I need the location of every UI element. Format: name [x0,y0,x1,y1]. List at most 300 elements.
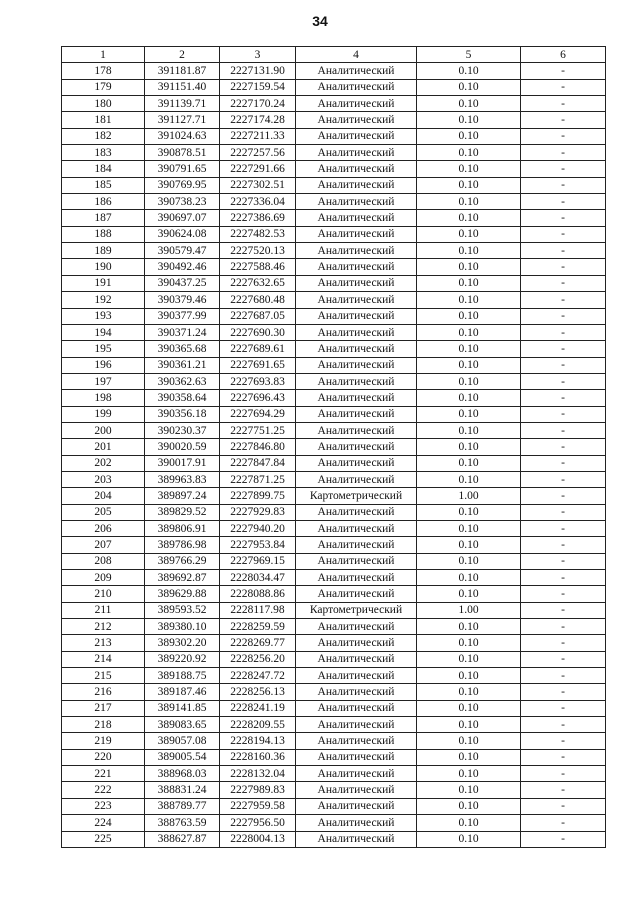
note-cell: - [521,520,606,536]
column-header: 5 [417,47,521,63]
method-cell: Аналитический [296,145,417,161]
x-coordinate-cell: 389188.75 [145,668,220,684]
table-row [62,226,606,242]
x-coordinate-cell: 390379.46 [145,292,220,308]
accuracy-cell: 0.10 [417,471,521,487]
table-row [62,570,606,586]
y-coordinate-cell: 2227257.56 [220,145,296,161]
x-coordinate-cell: 390017.91 [145,455,220,471]
accuracy-cell: 0.10 [417,145,521,161]
method-cell: Аналитический [296,292,417,308]
note-cell: - [521,79,606,95]
table-row [62,700,606,716]
method-cell: Аналитический [296,112,417,128]
table-row [62,79,606,95]
table-row [62,161,606,177]
note-cell: - [521,749,606,765]
x-coordinate-cell: 390492.46 [145,259,220,275]
y-coordinate-cell: 2227899.75 [220,488,296,504]
x-coordinate-cell: 389057.08 [145,733,220,749]
y-coordinate-cell: 2227482.53 [220,226,296,242]
point-number-cell: 201 [62,439,145,455]
point-number-cell: 194 [62,324,145,340]
point-number-cell: 191 [62,275,145,291]
accuracy-cell: 0.10 [417,749,521,765]
accuracy-cell: 0.10 [417,455,521,471]
x-coordinate-cell: 390624.08 [145,226,220,242]
x-coordinate-cell: 390361.21 [145,357,220,373]
x-coordinate-cell: 391024.63 [145,128,220,144]
point-number-cell: 210 [62,586,145,602]
x-coordinate-cell: 391151.40 [145,79,220,95]
point-number-cell: 200 [62,422,145,438]
point-number-cell: 179 [62,79,145,95]
table-body [62,63,606,848]
point-number-cell: 207 [62,537,145,553]
method-cell: Аналитический [296,128,417,144]
method-cell: Аналитический [296,194,417,210]
table-row [62,651,606,667]
accuracy-cell: 0.10 [417,275,521,291]
y-coordinate-cell: 2227847.84 [220,455,296,471]
column-header: 4 [296,47,417,63]
method-cell: Аналитический [296,537,417,553]
y-coordinate-cell: 2228034.47 [220,570,296,586]
accuracy-cell: 0.10 [417,815,521,831]
point-number-cell: 184 [62,161,145,177]
accuracy-cell: 0.10 [417,439,521,455]
note-cell: - [521,619,606,635]
method-cell: Аналитический [296,259,417,275]
point-number-cell: 193 [62,308,145,324]
accuracy-cell: 0.10 [417,177,521,193]
table-row [62,194,606,210]
table-row [62,749,606,765]
x-coordinate-cell: 390371.24 [145,324,220,340]
table-row [62,292,606,308]
y-coordinate-cell: 2227940.20 [220,520,296,536]
y-coordinate-cell: 2227696.43 [220,390,296,406]
note-cell: - [521,259,606,275]
point-number-cell: 198 [62,390,145,406]
y-coordinate-cell: 2227690.30 [220,324,296,340]
y-coordinate-cell: 2227969.15 [220,553,296,569]
x-coordinate-cell: 388968.03 [145,766,220,782]
accuracy-cell: 0.10 [417,292,521,308]
accuracy-cell: 0.10 [417,537,521,553]
accuracy-cell: 0.10 [417,635,521,651]
x-coordinate-cell: 390769.95 [145,177,220,193]
point-number-cell: 199 [62,406,145,422]
method-cell: Аналитический [296,373,417,389]
method-cell: Аналитический [296,63,417,79]
method-cell: Аналитический [296,357,417,373]
column-header: 2 [145,47,220,63]
accuracy-cell: 0.10 [417,324,521,340]
table-row [62,831,606,847]
table-row [62,520,606,536]
note-cell: - [521,243,606,259]
accuracy-cell: 0.10 [417,390,521,406]
method-cell: Аналитический [296,782,417,798]
point-number-cell: 190 [62,259,145,275]
point-number-cell: 180 [62,96,145,112]
table-row [62,471,606,487]
point-number-cell: 182 [62,128,145,144]
note-cell: - [521,570,606,586]
y-coordinate-cell: 2227131.90 [220,63,296,79]
y-coordinate-cell: 2228247.72 [220,668,296,684]
table-row [62,96,606,112]
x-coordinate-cell: 391181.87 [145,63,220,79]
point-number-cell: 213 [62,635,145,651]
point-number-cell: 215 [62,668,145,684]
x-coordinate-cell: 391127.71 [145,112,220,128]
point-number-cell: 192 [62,292,145,308]
y-coordinate-cell: 2228004.13 [220,831,296,847]
table-row [62,390,606,406]
note-cell: - [521,357,606,373]
method-cell: Аналитический [296,439,417,455]
method-cell: Аналитический [296,586,417,602]
method-cell: Аналитический [296,161,417,177]
y-coordinate-cell: 2227956.50 [220,815,296,831]
point-number-cell: 218 [62,717,145,733]
y-coordinate-cell: 2228088.86 [220,586,296,602]
method-cell: Аналитический [296,226,417,242]
column-header: 3 [220,47,296,63]
column-header: 6 [521,47,606,63]
note-cell: - [521,63,606,79]
y-coordinate-cell: 2227302.51 [220,177,296,193]
note-cell: - [521,177,606,193]
note-cell: - [521,275,606,291]
accuracy-cell: 0.10 [417,308,521,324]
method-cell: Аналитический [296,390,417,406]
point-number-cell: 195 [62,341,145,357]
x-coordinate-cell: 388627.87 [145,831,220,847]
point-number-cell: 209 [62,570,145,586]
method-cell: Аналитический [296,79,417,95]
accuracy-cell: 0.10 [417,128,521,144]
note-cell: - [521,651,606,667]
accuracy-cell: 0.10 [417,619,521,635]
point-number-cell: 196 [62,357,145,373]
x-coordinate-cell: 389380.10 [145,619,220,635]
point-number-cell: 178 [62,63,145,79]
x-coordinate-cell: 391139.71 [145,96,220,112]
x-coordinate-cell: 388763.59 [145,815,220,831]
table-row [62,798,606,814]
accuracy-cell: 0.10 [417,210,521,226]
y-coordinate-cell: 2227929.83 [220,504,296,520]
x-coordinate-cell: 390358.64 [145,390,220,406]
table-row [62,766,606,782]
x-coordinate-cell: 390230.37 [145,422,220,438]
y-coordinate-cell: 2227959.58 [220,798,296,814]
method-cell: Картометрический [296,602,417,618]
point-number-cell: 225 [62,831,145,847]
method-cell: Аналитический [296,275,417,291]
table-row [62,439,606,455]
table-row [62,324,606,340]
point-number-cell: 220 [62,749,145,765]
note-cell: - [521,717,606,733]
accuracy-cell: 0.10 [417,161,521,177]
method-cell: Аналитический [296,471,417,487]
x-coordinate-cell: 389897.24 [145,488,220,504]
y-coordinate-cell: 2227291.66 [220,161,296,177]
y-coordinate-cell: 2228209.55 [220,717,296,733]
accuracy-cell: 0.10 [417,700,521,716]
note-cell: - [521,226,606,242]
note-cell: - [521,471,606,487]
point-number-cell: 223 [62,798,145,814]
method-cell: Аналитический [296,406,417,422]
y-coordinate-cell: 2227680.48 [220,292,296,308]
note-cell: - [521,504,606,520]
method-cell: Аналитический [296,324,417,340]
x-coordinate-cell: 390362.63 [145,373,220,389]
y-coordinate-cell: 2227520.13 [220,243,296,259]
method-cell: Аналитический [296,243,417,259]
y-coordinate-cell: 2227751.25 [220,422,296,438]
accuracy-cell: 0.10 [417,63,521,79]
x-coordinate-cell: 389187.46 [145,684,220,700]
x-coordinate-cell: 388831.24 [145,782,220,798]
x-coordinate-cell: 389083.65 [145,717,220,733]
y-coordinate-cell: 2227588.46 [220,259,296,275]
note-cell: - [521,292,606,308]
accuracy-cell: 0.10 [417,520,521,536]
y-coordinate-cell: 2228259.59 [220,619,296,635]
y-coordinate-cell: 2228269.77 [220,635,296,651]
accuracy-cell: 0.10 [417,717,521,733]
point-number-cell: 216 [62,684,145,700]
x-coordinate-cell: 390365.68 [145,341,220,357]
method-cell: Аналитический [296,635,417,651]
x-coordinate-cell: 390738.23 [145,194,220,210]
accuracy-cell: 0.10 [417,798,521,814]
y-coordinate-cell: 2227632.65 [220,275,296,291]
note-cell: - [521,700,606,716]
note-cell: - [521,96,606,112]
accuracy-cell: 0.10 [417,259,521,275]
x-coordinate-cell: 390579.47 [145,243,220,259]
point-number-cell: 219 [62,733,145,749]
accuracy-cell: 1.00 [417,488,521,504]
note-cell: - [521,668,606,684]
accuracy-cell: 0.10 [417,243,521,259]
x-coordinate-cell: 390697.07 [145,210,220,226]
method-cell: Аналитический [296,733,417,749]
method-cell: Аналитический [296,341,417,357]
accuracy-cell: 0.10 [417,422,521,438]
table-row [62,112,606,128]
table-header-row [62,47,606,63]
x-coordinate-cell: 389629.88 [145,586,220,602]
method-cell: Аналитический [296,619,417,635]
y-coordinate-cell: 2227159.54 [220,79,296,95]
note-cell: - [521,439,606,455]
y-coordinate-cell: 2227871.25 [220,471,296,487]
note-cell: - [521,194,606,210]
y-coordinate-cell: 2227211.33 [220,128,296,144]
accuracy-cell: 0.10 [417,668,521,684]
page-number: 34 [312,13,328,29]
table-row [62,373,606,389]
note-cell: - [521,782,606,798]
note-cell: - [521,586,606,602]
y-coordinate-cell: 2227846.80 [220,439,296,455]
accuracy-cell: 0.10 [417,651,521,667]
method-cell: Аналитический [296,700,417,716]
point-number-cell: 208 [62,553,145,569]
y-coordinate-cell: 2227953.84 [220,537,296,553]
note-cell: - [521,733,606,749]
note-cell: - [521,537,606,553]
note-cell: - [521,145,606,161]
table-row [62,537,606,553]
y-coordinate-cell: 2228256.20 [220,651,296,667]
note-cell: - [521,210,606,226]
accuracy-cell: 0.10 [417,373,521,389]
method-cell: Аналитический [296,668,417,684]
y-coordinate-cell: 2228194.13 [220,733,296,749]
table-row [62,668,606,684]
method-cell: Аналитический [296,504,417,520]
y-coordinate-cell: 2228256.13 [220,684,296,700]
x-coordinate-cell: 389963.83 [145,471,220,487]
table-row [62,717,606,733]
coordinates-table [61,46,606,848]
y-coordinate-cell: 2227693.83 [220,373,296,389]
note-cell: - [521,112,606,128]
column-header: 1 [62,47,145,63]
table-row [62,128,606,144]
note-cell: - [521,341,606,357]
note-cell: - [521,324,606,340]
point-number-cell: 206 [62,520,145,536]
accuracy-cell: 0.10 [417,341,521,357]
note-cell: - [521,161,606,177]
y-coordinate-cell: 2227691.65 [220,357,296,373]
x-coordinate-cell: 389593.52 [145,602,220,618]
note-cell: - [521,422,606,438]
table-row [62,815,606,831]
x-coordinate-cell: 390878.51 [145,145,220,161]
y-coordinate-cell: 2227689.61 [220,341,296,357]
point-number-cell: 203 [62,471,145,487]
y-coordinate-cell: 2227386.69 [220,210,296,226]
note-cell: - [521,831,606,847]
method-cell: Аналитический [296,651,417,667]
note-cell: - [521,128,606,144]
point-number-cell: 222 [62,782,145,798]
table-row [62,455,606,471]
table-row [62,63,606,79]
x-coordinate-cell: 390791.65 [145,161,220,177]
accuracy-cell: 0.10 [417,357,521,373]
method-cell: Аналитический [296,815,417,831]
method-cell: Картометрический [296,488,417,504]
method-cell: Аналитический [296,520,417,536]
y-coordinate-cell: 2227336.04 [220,194,296,210]
accuracy-cell: 0.10 [417,504,521,520]
y-coordinate-cell: 2228241.19 [220,700,296,716]
x-coordinate-cell: 389220.92 [145,651,220,667]
note-cell: - [521,553,606,569]
method-cell: Аналитический [296,798,417,814]
point-number-cell: 189 [62,243,145,259]
accuracy-cell: 0.10 [417,553,521,569]
table-row [62,357,606,373]
method-cell: Аналитический [296,570,417,586]
note-cell: - [521,488,606,504]
x-coordinate-cell: 390437.25 [145,275,220,291]
point-number-cell: 202 [62,455,145,471]
x-coordinate-cell: 389786.98 [145,537,220,553]
table-row [62,586,606,602]
method-cell: Аналитический [296,210,417,226]
table-row [62,504,606,520]
table-row [62,619,606,635]
y-coordinate-cell: 2227687.05 [220,308,296,324]
table-row [62,684,606,700]
method-cell: Аналитический [296,455,417,471]
accuracy-cell: 0.10 [417,586,521,602]
point-number-cell: 214 [62,651,145,667]
point-number-cell: 212 [62,619,145,635]
x-coordinate-cell: 389141.85 [145,700,220,716]
accuracy-cell: 0.10 [417,782,521,798]
table-row [62,177,606,193]
note-cell: - [521,815,606,831]
table-row [62,341,606,357]
point-number-cell: 217 [62,700,145,716]
x-coordinate-cell: 389829.52 [145,504,220,520]
table-row [62,782,606,798]
y-coordinate-cell: 2227170.24 [220,96,296,112]
method-cell: Аналитический [296,422,417,438]
x-coordinate-cell: 388789.77 [145,798,220,814]
table-row [62,145,606,161]
x-coordinate-cell: 389692.87 [145,570,220,586]
point-number-cell: 181 [62,112,145,128]
x-coordinate-cell: 389302.20 [145,635,220,651]
table-row [62,259,606,275]
y-coordinate-cell: 2227174.28 [220,112,296,128]
y-coordinate-cell: 2228117.98 [220,602,296,618]
x-coordinate-cell: 390020.59 [145,439,220,455]
method-cell: Аналитический [296,749,417,765]
method-cell: Аналитический [296,553,417,569]
x-coordinate-cell: 390356.18 [145,406,220,422]
method-cell: Аналитический [296,766,417,782]
x-coordinate-cell: 389806.91 [145,520,220,536]
point-number-cell: 187 [62,210,145,226]
accuracy-cell: 0.10 [417,733,521,749]
method-cell: Аналитический [296,831,417,847]
table-row [62,308,606,324]
table-row [62,243,606,259]
method-cell: Аналитический [296,717,417,733]
note-cell: - [521,406,606,422]
note-cell: - [521,635,606,651]
note-cell: - [521,308,606,324]
y-coordinate-cell: 2228160.36 [220,749,296,765]
note-cell: - [521,602,606,618]
